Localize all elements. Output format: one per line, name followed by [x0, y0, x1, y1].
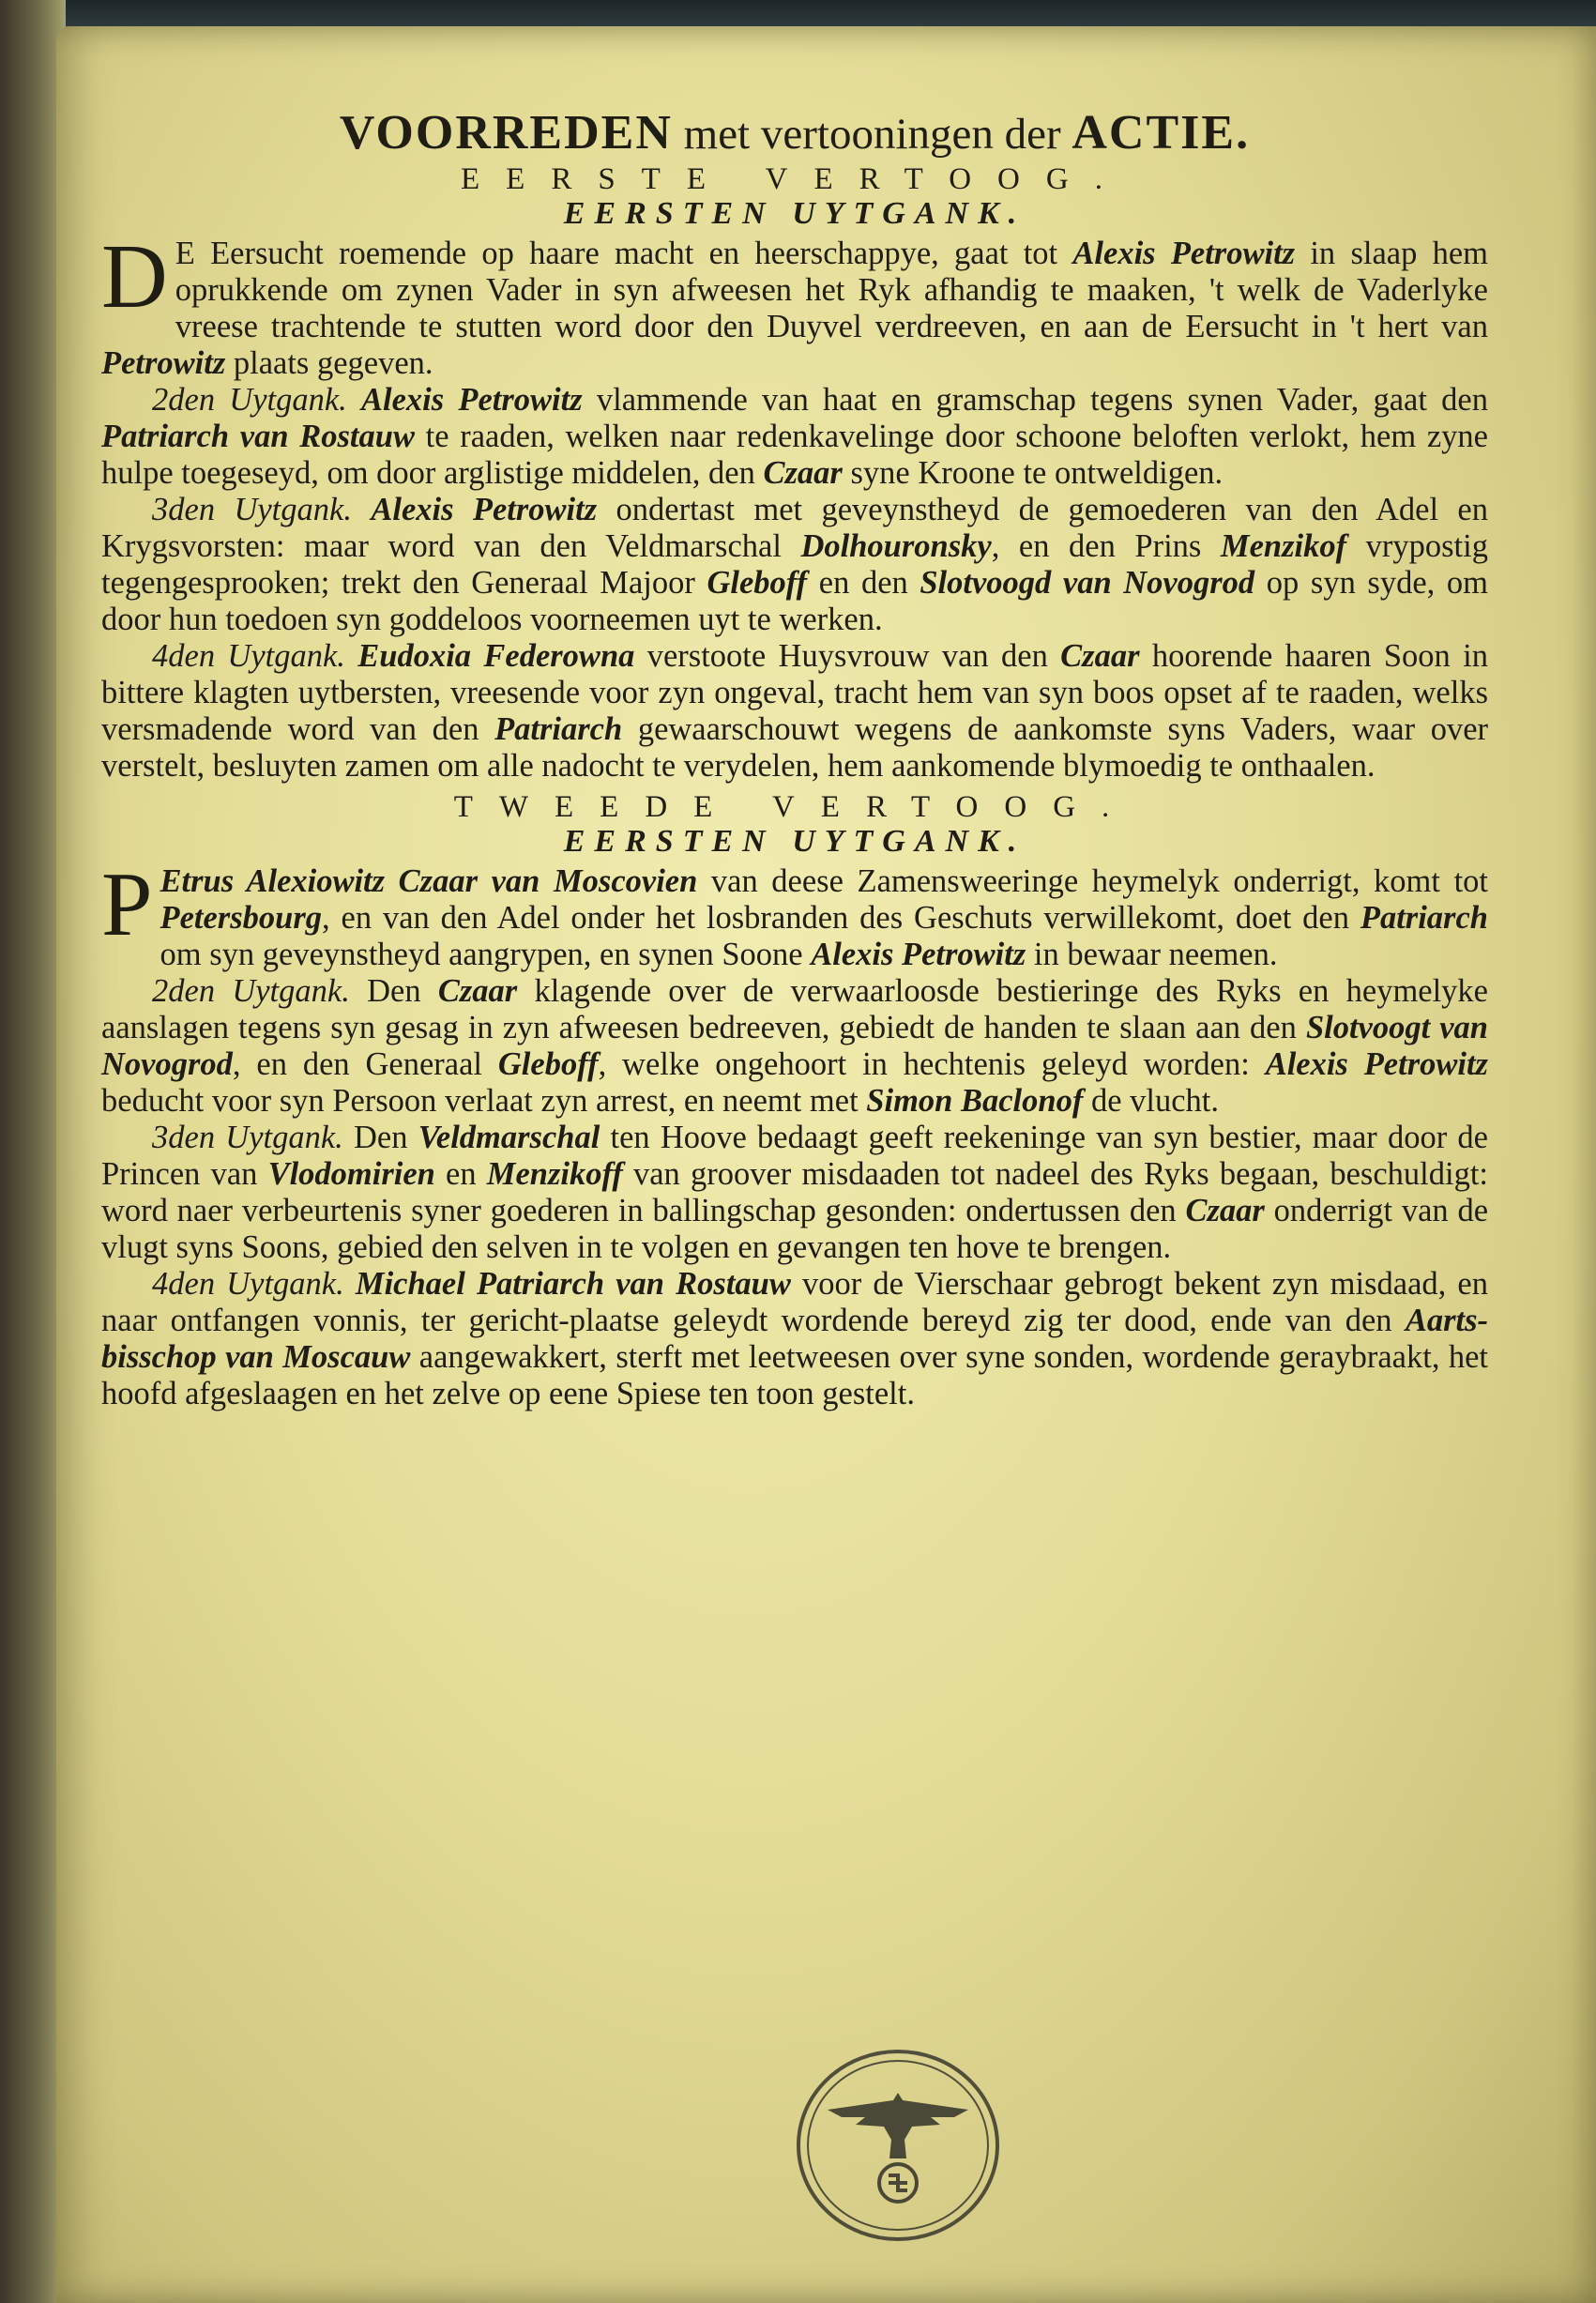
text-run: klagende over de verwaarloosde bestieringe des Ryks en heymelyke aanslagen tegens syn gesag in zyn afweesen bedreeven, gebiedt de handen te slaan aan den — [101, 973, 1488, 1045]
person-name: Petrowitz — [101, 345, 226, 381]
person-name: Czaar — [763, 455, 843, 491]
document-page — [56, 26, 1596, 2303]
person-name: Patriarch — [1360, 900, 1488, 936]
text-run: onderrigt van de vlugt syns Soons, gebied den selven in te volgen en gevangen ten hove te brengen. — [101, 1193, 1489, 1265]
text-run: , en van den Adel onder het losbranden des Geschuts verwillekomt, doet den — [322, 900, 1360, 936]
person-name: Patriarch — [494, 711, 623, 747]
text-run: verstoote Huysvrouw van den — [634, 638, 1061, 674]
page-text — [101, 105, 1488, 1412]
section2-paragraph-1 — [101, 854, 1488, 973]
drop-cap: D — [101, 226, 168, 328]
text-run: in bewaar neemen. — [1026, 937, 1278, 972]
place-name: Vlodomirien — [267, 1156, 435, 1192]
text-run: Den — [349, 973, 438, 1009]
person-name: Alexis Petrowitz — [371, 492, 598, 527]
person-name: Czaar — [437, 973, 518, 1009]
person-name: Slotvoogt van Novogrod — [101, 1010, 1488, 1082]
person-name: Etrus Alexiowitz Czaar van Moscovien — [160, 863, 698, 899]
person-name: Alexis Petrowitz — [811, 937, 1026, 972]
person-name: Alexis Petrowitz — [1265, 1046, 1488, 1082]
section2-subheading: EERSTEN UYTGANK. — [563, 824, 1026, 859]
text-run: , en den Generaal — [232, 1046, 498, 1082]
section1-paragraph-4 — [101, 638, 1488, 785]
text-run: ten Hoove bedaagt geeft reekeninge van syn bestier, maar door de Princen van — [101, 1120, 1488, 1192]
text-run: van deese Zamensweeringe heymelyk onderrigt, komt tot — [697, 863, 1488, 899]
uitgang-label: 4den Uytgank. — [152, 1266, 344, 1302]
person-name: Czaar — [1185, 1193, 1265, 1228]
section1-paragraph-2 — [101, 382, 1488, 492]
text-run: E Eersucht roemende op haare macht en heerschappye, gaat tot — [175, 236, 1073, 271]
text-run: op syn syde, om door hun toedoen syn goddeloos voorneemen uyt te werken. — [101, 565, 1488, 637]
uitgang-label: 4den Uytgank. — [152, 638, 345, 674]
person-name: Patriarch van Rostauw — [101, 419, 415, 454]
uitgang-label: 2den Uytgank. — [152, 382, 347, 418]
person-name: Alexis Petrowitz — [1072, 236, 1296, 271]
person-name: Menzikof — [1220, 528, 1347, 564]
section2-heading: TWEEDE VERTOOG. — [453, 790, 1136, 824]
text-run: de vlucht. — [1083, 1083, 1219, 1119]
text-run: beducht voor syn Persoon verlaat zyn arrest, en neemt met — [101, 1083, 867, 1119]
person-name: Simon Baclonof — [866, 1083, 1084, 1119]
text-run: en den — [807, 565, 920, 601]
drop-cap: P — [101, 854, 153, 955]
section1-paragraph-1 — [101, 226, 1488, 382]
uitgang-label: 3den Uytgank. — [152, 1120, 343, 1155]
person-name: Gleboff — [707, 565, 808, 601]
library-eagle-stamp-icon — [790, 2042, 1006, 2249]
person-name: Veldmarschal — [418, 1120, 600, 1155]
text-run: syne Kroone te ontweldigen. — [842, 455, 1224, 491]
text-run: om syn geveynstheyd aangrypen, en synen Soone — [160, 937, 812, 972]
person-name: Eudoxia Federowna — [357, 638, 635, 674]
text-run: te raaden, welken naar redenkavelinge door schoone beloften verlokt, hem zyne hulpe toegeseyd, om door arglistige middelen, den — [101, 419, 1488, 491]
person-name: Alexis Petrowitz — [361, 382, 583, 418]
title-voorreden: VOORREDEN — [339, 106, 673, 160]
text-run: plaats gegeven. — [225, 345, 433, 381]
text-run: vlammende van haat en gramschap tegens synen Vader, gaat den — [582, 382, 1488, 418]
text-run: ondertast met geveynstheyd de gemoederen van den Adel en Krygsvorsten: maar word van den Veldmarschal — [101, 492, 1488, 564]
text-run: hoorende haaren Soon in bittere klagten uytbersten, vreesende voor zyn ongeval, tracht hem van syn boos opset af te raaden, welks versmadende word van den — [101, 638, 1488, 747]
person-name: Slotvoogd van Novogrod — [920, 565, 1255, 601]
place-name: Petersbourg — [160, 900, 323, 936]
person-name: Dolhouronsky — [800, 528, 992, 564]
section1-paragraph-3 — [101, 492, 1488, 638]
text-run: vrypostig tegengesprooken; trekt den Generaal Majoor — [101, 528, 1488, 601]
text-run: van groover misdaaden tot nadeel des Ryks begaan, beschuldigt: word naer verbeurtenis syner goederen in ballingschap gesonden: ondertussen den — [101, 1156, 1488, 1228]
title-actie: ACTIE. — [1072, 106, 1251, 160]
person-name: Menzikoff — [486, 1156, 623, 1192]
person-name: Michael Patriarch van Rostauw — [355, 1266, 791, 1302]
section2-paragraph-2 — [101, 973, 1488, 1120]
title-middle: met vertooningen der — [672, 110, 1072, 159]
person-name: Gleboff — [497, 1046, 599, 1082]
text-run: aangewakkert, sterft met leetweesen over syne sonden, wordende geraybraakt, het hoofd afgeslaagen en het zelve op eene Spiese ten toon gestelt. — [101, 1339, 1488, 1411]
uitgang-label: 2den Uytgank. — [152, 973, 350, 1009]
page-title — [101, 105, 1488, 162]
section1-subheading: EERSTEN UYTGANK. — [563, 196, 1026, 231]
section2-paragraph-3 — [101, 1120, 1488, 1266]
text-run: in slaap hem oprukkende om zynen Vader in syn afweesen het Ryk afhandig te maaken, 't welk de Vaderlyke vreese trachtende te stutten word door den Duyvel verdreeven, en aan de Eersucht in 't hert van — [175, 236, 1488, 344]
text-run: gewaarschouwt wegens de aankomste syns Vaders, waar over verstelt, besluyten zamen om alle nadocht te verydelen, hem aankomende blymoedig te onthaalen. — [101, 711, 1488, 784]
text-run: , en den Prins — [991, 528, 1221, 564]
section2-paragraph-4 — [101, 1266, 1488, 1412]
uitgang-label: 3den Uytgank. — [152, 492, 352, 527]
person-name: Aarts-bisschop van Moscauw — [101, 1303, 1488, 1375]
text-run: , welke ongehoort in hechtenis geleyd worden: — [598, 1046, 1266, 1082]
text-run: Den — [342, 1120, 418, 1155]
text-run: voor de Vierschaar gebrogt bekent zyn misdaad, en naar ontfangen vonnis, ter gericht-plaatse geleydt wordende bereyd zig ter dood, ende van den — [101, 1266, 1488, 1338]
person-name: Czaar — [1060, 638, 1140, 674]
section1-heading: EERSTE VERTOOG. — [461, 162, 1129, 196]
text-run: en — [434, 1156, 487, 1192]
